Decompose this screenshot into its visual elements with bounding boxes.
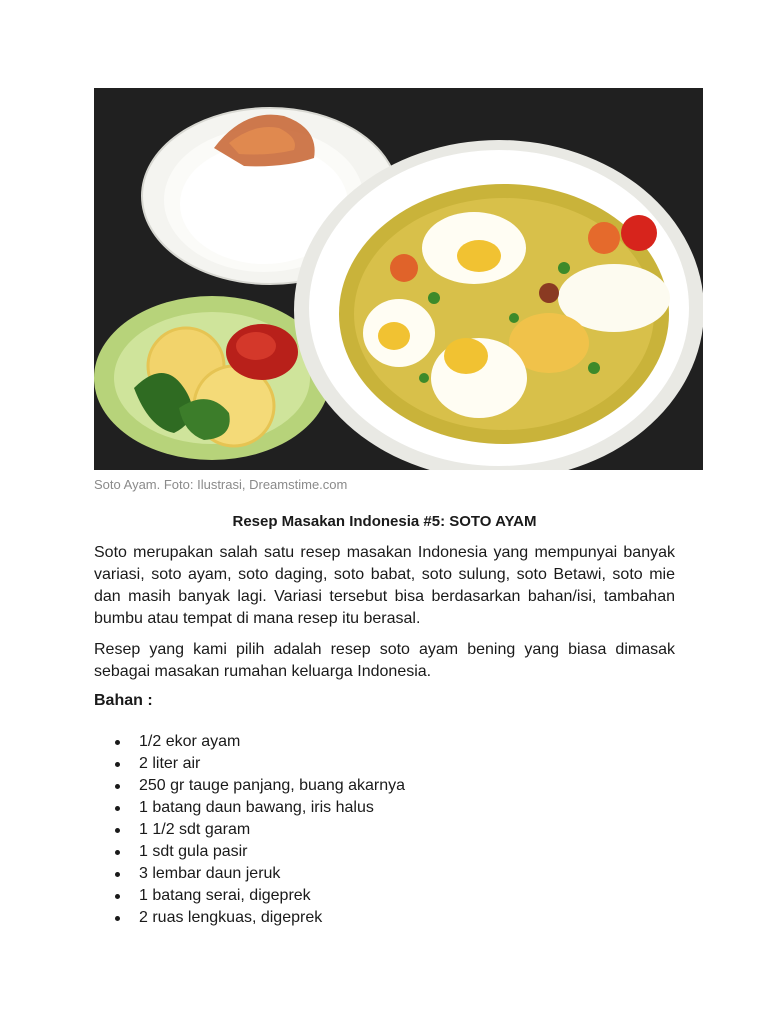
- list-item: 1 batang serai, digeprek: [94, 885, 405, 907]
- ingredients-list: [94, 731, 405, 929]
- recipe-paragraph: Resep yang kami pilih adalah resep soto ayam bening yang biasa dimasak sebagai masakan rumahan keluarga Indonesia.: [94, 641, 675, 680]
- list-item: 250 gr tauge panjang, buang akarnya: [94, 775, 405, 797]
- list-item: 1/2 ekor ayam: [94, 731, 405, 753]
- recipe-title: Resep Masakan Indonesia #5: SOTO AYAM: [232, 513, 537, 530]
- list-item: 2 ruas lengkuas, digeprek: [94, 907, 405, 929]
- list-item: 1 batang daun bawang, iris halus: [94, 797, 405, 819]
- list-item: 3 lembar daun jeruk: [94, 863, 405, 885]
- list-item: 2 liter air: [94, 753, 405, 775]
- food-photo: [94, 88, 703, 470]
- list-item: 1 1/2 sdt garam: [94, 819, 405, 841]
- photo-caption: Soto Ayam. Foto: Ilustrasi, Dreamstime.com: [94, 477, 348, 492]
- list-item: 1 sdt gula pasir: [94, 841, 405, 863]
- ingredients-heading: Bahan :: [94, 692, 153, 709]
- intro-paragraph: Soto merupakan salah satu resep masakan Indonesia yang mempunyai banyak variasi, soto ayam, soto daging, soto babat, soto sulung, soto Betawi, soto mie dan masih banyak lagi. Variasi tersebut bisa berdasarkan bahan/isi, tambahan bumbu atau tempat di mana resep itu berasal.: [94, 544, 675, 627]
